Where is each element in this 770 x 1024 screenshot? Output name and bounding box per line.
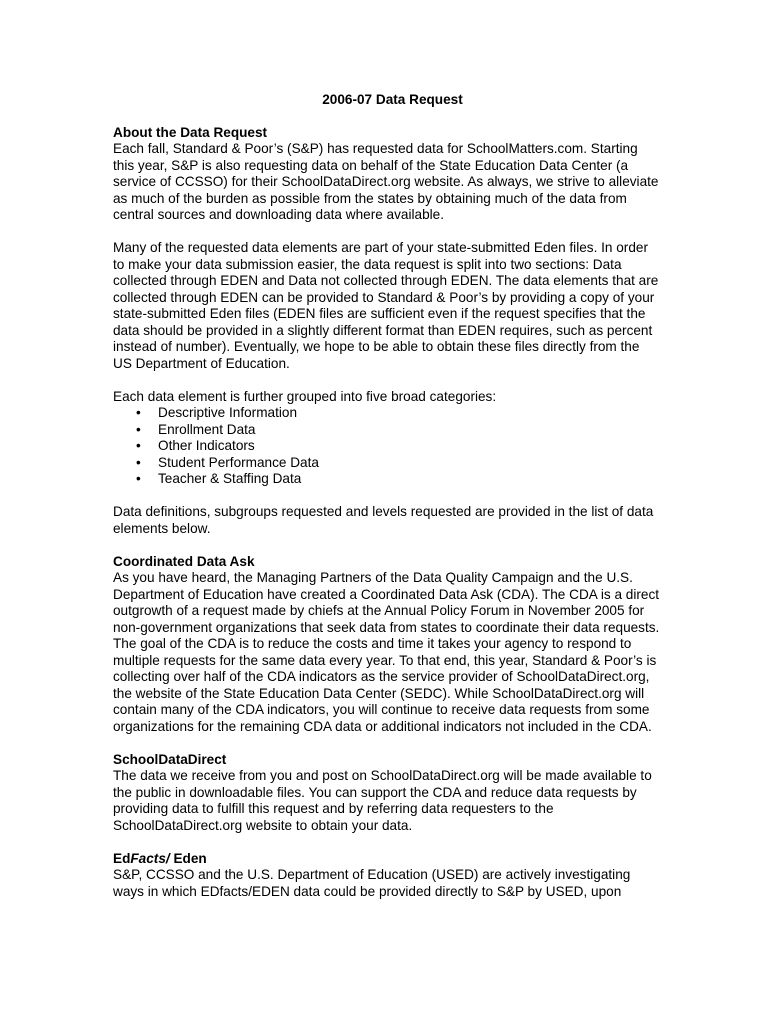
list-item: • Descriptive Information xyxy=(136,405,298,420)
paragraph-about-2: Many of the requested data elements are part of your state-submitted Eden files. In order to make your data submission easier, the data request is split into two sections: Data collected through EDEN and Data not collected through EDEN. The data elements that are collected through EDEN can be provided to Standard & Poor’s by providing a copy of your state-submitted Eden files (EDEN files are sufficient even if the request specifies that the data should be provided in a slightly different format than EDEN requires, such as percent instead of number). Eventually, we hope to be able to obtain these files directly from the US Department of Education. xyxy=(113,240,659,371)
list-item: • Teacher & Staffing Data xyxy=(136,471,302,486)
paragraph-edfacts-1: S&P, CCSSO and the U.S. Department of Education (USED) are actively investigating ways in which EDfacts/EDEN data could be provided directly to S&P by USED, upon xyxy=(113,867,631,899)
paragraph-about-3: Each data element is further grouped into five broad categories: xyxy=(113,388,497,404)
document-title: 2006-07 Data Request xyxy=(322,92,463,107)
section-heading-cda: Coordinated Data Ask xyxy=(113,553,255,569)
list-item: • Other Indicators xyxy=(136,438,255,453)
bullet-icon: • xyxy=(136,471,141,486)
section-heading-about: About the Data Request xyxy=(113,124,268,140)
paragraph-schooldatadirect-1: The data we receive from you and post on SchoolDataDirect.org will be made available to the public in downloadable files. You can support the CDA and reduce data requests by providing data to fulfill this request and by referring data requesters to the SchoolDataDirect.org website to obtain your data. xyxy=(113,768,652,833)
section-edfacts xyxy=(113,851,660,901)
list-item: • Student Performance Data xyxy=(136,454,319,470)
section-cda xyxy=(113,554,660,736)
paragraph-about-1: Each fall, Standard & Poor’s (S&P) has requested data for SchoolMatters.com. Starting this year, S&P is also requesting data on behalf of the State Education Data Center (a service of CCSSO) for their SchoolDataDirect.org website. As always, we strive to alleviate as much of the burden as possible from the states by obtaining much of the data from central sources and downloading data where available. xyxy=(113,141,659,222)
section-schooldatadirect xyxy=(113,752,660,835)
bullet-icon: • xyxy=(136,405,141,420)
paragraph-cda-1: As you have heard, the Managing Partners of the Data Quality Campaign and the U.S. Department of Education have created a Coordinated Data Ask (CDA). The CDA is a direct outgrowth of a request made by chiefs at the Annual Policy Forum in November 2005 for non-government organizations that seek data from states to coordinate their data requests. The goal of the CDA is to reduce the costs and time it takes your agency to respond to multiple requests for the same data every year. To that end, this year, Standard & Poor’s is collecting over half of the CDA indicators as the service provider of SchoolDataDirect.org, the website of the State Education Data Center (SEDC). While SchoolDataDirect.org will contain many of the CDA indicators, you will continue to receive data requests from some organizations for the remaining CDA data or additional indicators not included in the CDA. xyxy=(113,570,660,734)
section-heading-edfacts: EdFacts/ Eden xyxy=(113,850,207,866)
category-list xyxy=(113,405,660,488)
list-item: • Enrollment Data xyxy=(136,421,256,437)
bullet-icon: • xyxy=(136,454,141,470)
section-heading-schooldatadirect: SchoolDataDirect xyxy=(113,751,227,767)
paragraph-about-4: Data definitions, subgroups requested and levels requested are provided in the list of data elements below. xyxy=(113,504,654,536)
bullet-icon: • xyxy=(136,421,141,437)
bullet-icon: • xyxy=(136,438,141,453)
section-about xyxy=(113,125,660,538)
